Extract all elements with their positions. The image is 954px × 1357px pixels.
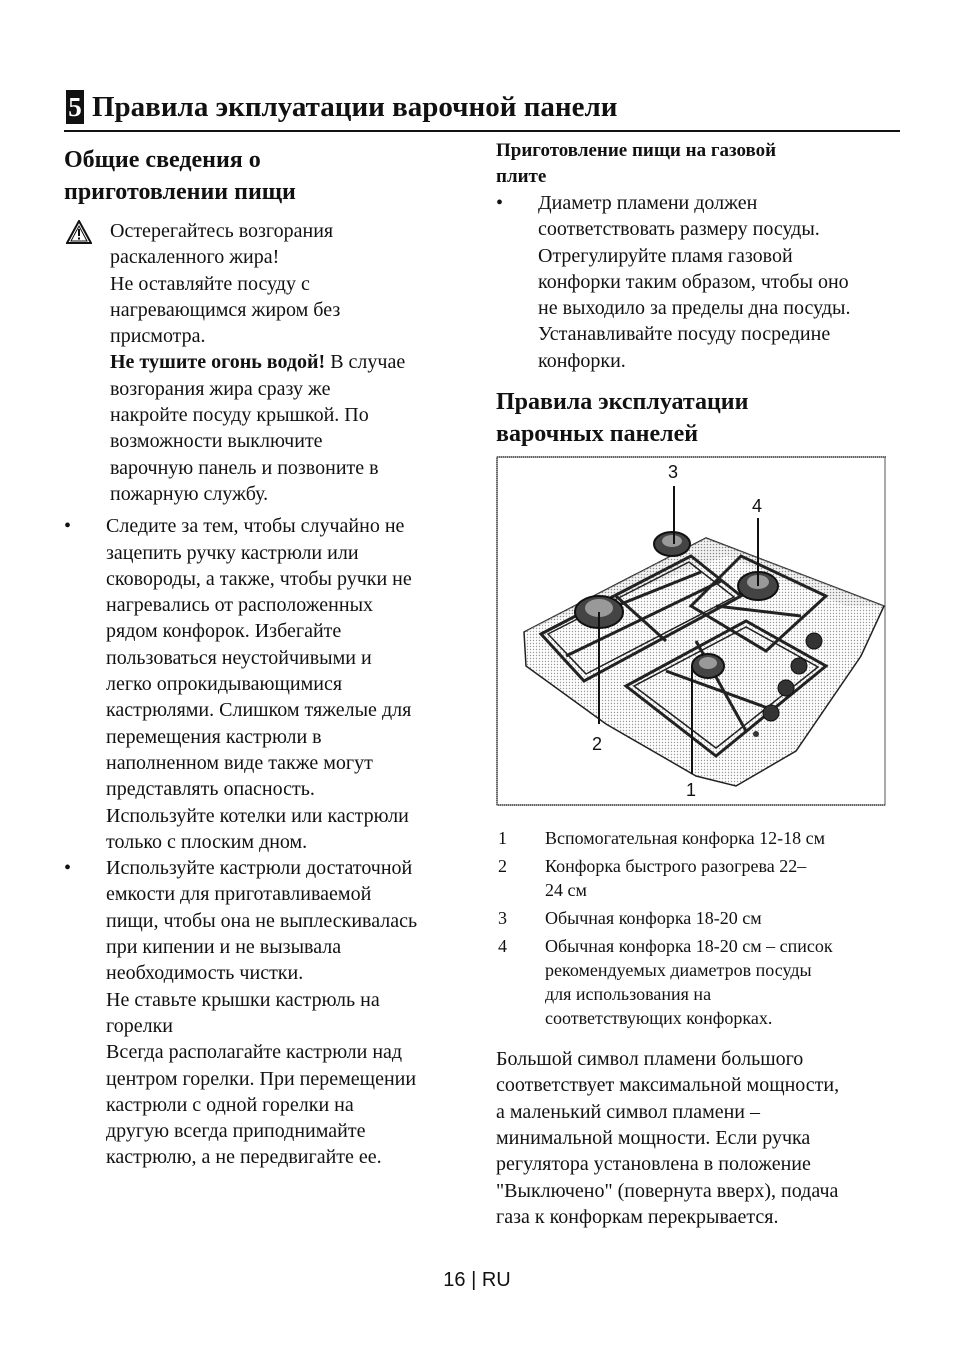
bullet-symbol: • (64, 515, 72, 538)
legend-number: 1 (498, 828, 507, 849)
text-line: сковороды, а также, чтобы ручки не (106, 567, 412, 590)
bullet-symbol: • (496, 192, 504, 214)
text-line: кастрюлю, а не передвигайте ее. (106, 1146, 382, 1169)
text-line: а маленький символ пламени – (496, 1100, 761, 1123)
legend-text: Обычная конфорка 18-20 см (545, 908, 762, 929)
page-language: RU (481, 1269, 511, 1291)
page-separator: | (471, 1269, 477, 1291)
text-line: газа к конфоркам перекрывается. (496, 1205, 779, 1228)
text-line: пищи, чтобы она не выплескивалась (106, 909, 418, 932)
text-line: Устанавливайте посуду посредине (538, 323, 831, 346)
text-line: пожарную службу. (110, 482, 269, 505)
text-line: Большой символ пламени большого (496, 1048, 804, 1071)
chapter-header (64, 86, 900, 132)
text-line: накройте посуду крышкой. По (110, 404, 369, 427)
legend-text: Обычная конфорка 18-20 см – список (545, 936, 833, 957)
chapter-title: Правила экплуатации варочной панели (92, 91, 618, 123)
text-line: при кипении и не вызывала (106, 936, 342, 959)
warning-bold-line: Не тушите огонь водой! В случае (110, 351, 406, 374)
text-line: минимальной мощности. Если ручка (496, 1126, 811, 1149)
burner-1 (692, 654, 724, 678)
text-line: соответствовать размеру посуды. (538, 218, 820, 241)
text-line: кастрюли с одной горелки на (106, 1093, 354, 1116)
list-item (496, 190, 906, 374)
label-1: 1 (686, 780, 697, 801)
text-line: Используйте котелки или кастрюли (106, 804, 409, 827)
text-line: Всегда располагайте кастрюли над (106, 1041, 403, 1064)
text-line: "Выключено" (повернута вверх), подача (496, 1179, 839, 1202)
legend-item (496, 934, 906, 1030)
text-line: легко опрокидывающимися (106, 673, 343, 696)
text-line: зацепить ручку кастрюли или (106, 541, 359, 564)
gas-cooking-heading: Приготовление пищи на газовой плите (496, 140, 777, 187)
text-line: Используйте кастрюли достаточной (106, 857, 413, 880)
bullet-symbol: • (64, 857, 72, 880)
warning-triangle-icon (66, 220, 92, 244)
label-3: 3 (668, 462, 679, 483)
text-line: не выходило за пределы дна посуды. (538, 297, 851, 320)
text-line: варочную панель и позвоните в (110, 456, 379, 479)
list-item (64, 855, 464, 1171)
text-line: другую всегда приподнимайте (106, 1120, 366, 1143)
text-line: наполненном виде также могут (106, 751, 373, 774)
hob-diagram (496, 456, 886, 806)
text-line: присмотра. (110, 325, 206, 348)
text-line: конфорки таким образом, чтобы оно (538, 270, 849, 293)
text-line: кастрюлями. Слишком тяжелые для (106, 699, 412, 722)
text-line: необходимость чистки. (106, 962, 304, 985)
text-line: горелки (106, 1014, 173, 1037)
text-line: Остерегайтесь возгорания (110, 220, 334, 242)
text-line: возможности выключите (110, 430, 323, 453)
text-line: нагревающимся жиром без (110, 298, 341, 321)
legend-text: для использования на (545, 984, 712, 1005)
legend-item (496, 826, 906, 850)
burner-legend (496, 826, 906, 1030)
label-4: 4 (752, 496, 763, 517)
legend-text: 24 см (545, 880, 587, 901)
text-line: емкости для приготавливаемой (106, 883, 372, 906)
text-line: Не ставьте крышки кастрюль на (106, 988, 380, 1011)
label-2: 2 (592, 734, 603, 755)
chapter-number: 5 (66, 90, 84, 124)
text-line: Следите за тем, чтобы случайно не (106, 515, 405, 538)
left-column (64, 144, 464, 1171)
legend-item (496, 906, 906, 930)
page-number: 16 (443, 1269, 466, 1291)
text-line: Диаметр пламени должен (538, 192, 758, 214)
legend-number: 2 (498, 856, 507, 877)
right-column (496, 138, 906, 1230)
text-line: соответствует максимальной мощности, (496, 1074, 840, 1097)
legend-text: рекомендуемых диаметров посуды (545, 960, 812, 981)
fire-warning (64, 218, 464, 507)
legend-item (496, 854, 906, 902)
burner-3 (654, 532, 690, 556)
text-line: регулятора установлена в положение (496, 1153, 811, 1176)
text-line: раскаленного жира! (110, 246, 280, 269)
hob-rules-heading: Правила эксплуатации варочных панелей (496, 389, 749, 448)
gas-bullets (496, 190, 906, 374)
text-line: только с плоским дном. (106, 830, 308, 853)
legend-number: 4 (498, 936, 507, 957)
hob-illustration (496, 456, 886, 806)
list-item (64, 513, 464, 855)
safety-bullets (64, 513, 464, 1170)
page-footer (0, 1266, 954, 1294)
text-line: возгорания жира сразу же (110, 377, 331, 400)
legend-text: Вспомогательная конфорка 12-18 см (545, 828, 825, 849)
text-line: Не оставляйте посуду с (110, 272, 310, 295)
legend-text: соответствующих конфорках. (545, 1008, 773, 1029)
legend-text: Конфорка быстрого разогрева 22– (545, 856, 807, 877)
text-line: рядом конфорок. Избегайте (106, 620, 342, 643)
text-line: нагревались от расположенных (106, 594, 374, 617)
text-line: конфорки. (538, 349, 626, 372)
text-line: пользоваться неустойчивыми и (106, 646, 372, 669)
flame-symbol-paragraph (496, 1046, 906, 1230)
text-line: центром горелки. При перемещении (106, 1067, 417, 1090)
general-cooking-heading: Общие сведения о приготовлении пищи (64, 147, 296, 205)
text-line: перемещения кастрюли в (106, 725, 322, 748)
text-line: Отрегулируйте пламя газовой (538, 244, 793, 267)
legend-number: 3 (498, 908, 507, 929)
text-line: представлять опасность. (106, 778, 315, 801)
